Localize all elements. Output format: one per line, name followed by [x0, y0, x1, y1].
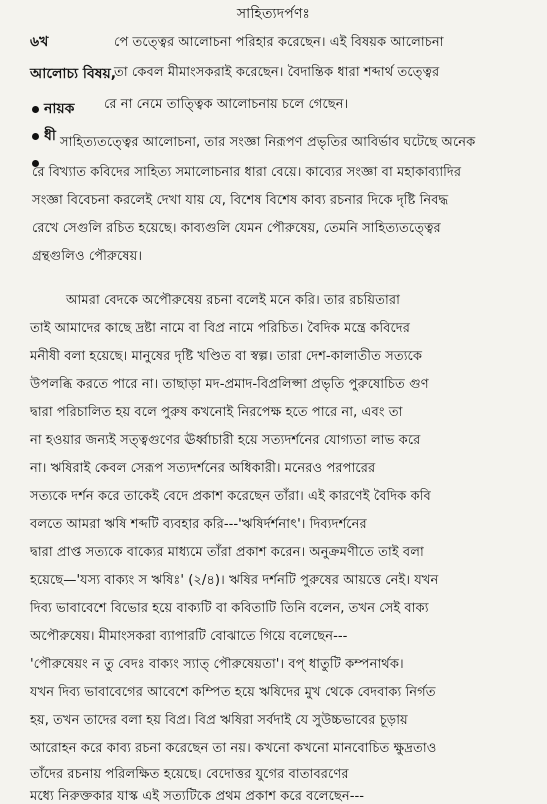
running-header: সাহিত্যদর্পণঃ — [236, 6, 311, 22]
text-line: আরোহন করে কাব্য রচনা করেছেন তা নয়। কখনো কখনো মানবোচিত ক্ষুদ্রতাও — [30, 741, 437, 756]
text-line: তাই আমাদের কাছে দ্রষ্টা নামে বা বিপ্র নামে পরিচিত। বৈদিক মন্ত্রে কবিদের — [30, 321, 410, 336]
text-line: দ্বারা প্রাপ্ত সত্যকে বাক্যের মাধ্যমে তাঁরা প্রকাশ করেন। অনুক্রমণীতে তাই বলা — [30, 545, 424, 560]
text-line: সংজ্ঞা বিবেচনা করলেই দেখা যায় যে, বিশেষ বিশেষ কাব্য রচনার দিকে দৃষ্টি নিবদ্ধ — [32, 193, 449, 208]
text-line: দিব্য ভাবাবেশে বিভোর হয়ে বাক্যটি বা কবিতাটি তিনি বলেন, তখন সেই বাক্য — [30, 601, 429, 616]
text-line: মধ্যে নিরুক্তকার যাস্ক এই সত্যটিকে প্রথম প্রকাশ করে বলেছেন--- — [30, 789, 365, 804]
text-line: রেখে সেগুলি রচিত হয়েছে। কাব্যগুলি যেমন পৌরুষেয়, তেমনি সাহিত্যতত্ত্বের — [32, 221, 441, 236]
text-line: তাঁদের রচনায় পরিলক্ষিত হয়েছে। বেদোত্তর যুগের বাতাবরণের — [30, 767, 349, 782]
text-line: বলতে আমরা ঋষি শব্দটি ব্যবহার করি---'ঋষির্দর্শনাৎ'। দিব্যদর্শনের — [30, 517, 367, 532]
text-line: 'পৌরুষেয়ং ন তু বেদঃ বাক্যং স্যাত্ পৌরুষেয়তা'। বপ্ ধাতুটি কম্পনার্থক। — [30, 657, 404, 672]
text-line: উপলব্ধি করতে পারে না। তাছাড়া মদ-প্রমাদ-বিপ্রলিপ্সা প্রভৃতি পুরুষোচিত গুণ — [30, 377, 429, 392]
margin-bullet-2: ধী — [44, 128, 56, 144]
text-line: হয়েছে—'যস্য বাক্যং স ঋষিঃ' (২/৪)। ঋষির দর্শনটি পুরুষের আয়ত্তে নেই। যখন — [30, 573, 439, 588]
margin-bullet-1: নায়ক — [44, 101, 75, 117]
bullet-dot — [32, 106, 39, 113]
text-line: না। ঋষিরাই কেবল সেরূপ সত্যদর্শনের অধিকারী। মনেরও পরপারের — [30, 461, 376, 476]
text-line: সাহিত্যতত্ত্বের আলোচনা, তার সংজ্ঞা নিরূপণ প্রভৃতির আবির্ভাব ঘটেছে অনেক — [60, 135, 476, 150]
text-line: পে তত্ত্বের আলোচনা পরিহার করেছেন। এই বিষয়ক আলোচনা — [114, 35, 444, 50]
bullet-dot — [32, 133, 39, 140]
text-line: তা কেবল মীমাংসকরাই করেছেন। বৈদান্তিক ধারা শব্দার্থ তত্ত্বের — [114, 65, 440, 80]
text-line: রে বিখ্যাত কবিদের সাহিত্য সমালোচনার ধারা বেয়ে। কাব্যের সংজ্ঞা বা মহাকাব্যাদির — [32, 165, 462, 180]
text-line: না হওয়ার জন্যই সত্ত্বগুণের ঊর্ধ্বাচারী হয়ে সত্যদর্শনের যোগ্যতা লাভ করে — [30, 433, 421, 448]
text-line: আমরা বেদকে অপৌরুষেয় রচনা বলেই মনে করি। তার রচয়িতারা — [66, 293, 400, 308]
text-line: যখন দিব্য ভাবাবেগের আবেশে কম্পিত হয়ে ঋষিদের মুখ থেকে বেদবাক্য নির্গত — [30, 685, 436, 700]
text-line: সত্যকে দর্শন করে তাকেই বেদে প্রকাশ করেছেন তাঁরা। এই কারণেই বৈদিক কবি — [30, 489, 431, 504]
text-line: হয়, তখন তাদের বলা হয় বিপ্র। বিপ্র ঋষিরা সর্বদাই যে সুউচ্চভাবের চূড়ায় — [30, 713, 408, 728]
text-line: গ্রন্থগুলিও পৌরুষেয়। — [32, 249, 143, 264]
page-number: ৬খ — [30, 34, 49, 50]
text-line: দ্বারা পরিচালিত হয় বলে পুরুষ কখনোই নিরপেক্ষ হতে পারে না, এবং তা — [30, 405, 403, 420]
text-line: মনীষী বলা হয়েছে। মানুষের দৃষ্টি খণ্ডিত বা স্বল্প। তারা দেশ-কালাতীত সত্যকে — [30, 349, 423, 364]
margin-heading: আলোচ্য বিষয়, — [30, 66, 117, 82]
text-line: রে না নেমে তাত্ত্বিক আলোচনায় চলে গেছেন। — [104, 97, 349, 112]
text-line: অপৌরুষেয়। মীমাংসকরা ব্যাপারটি বোঝাতে গিয়ে বলেছেন--- — [30, 629, 348, 644]
